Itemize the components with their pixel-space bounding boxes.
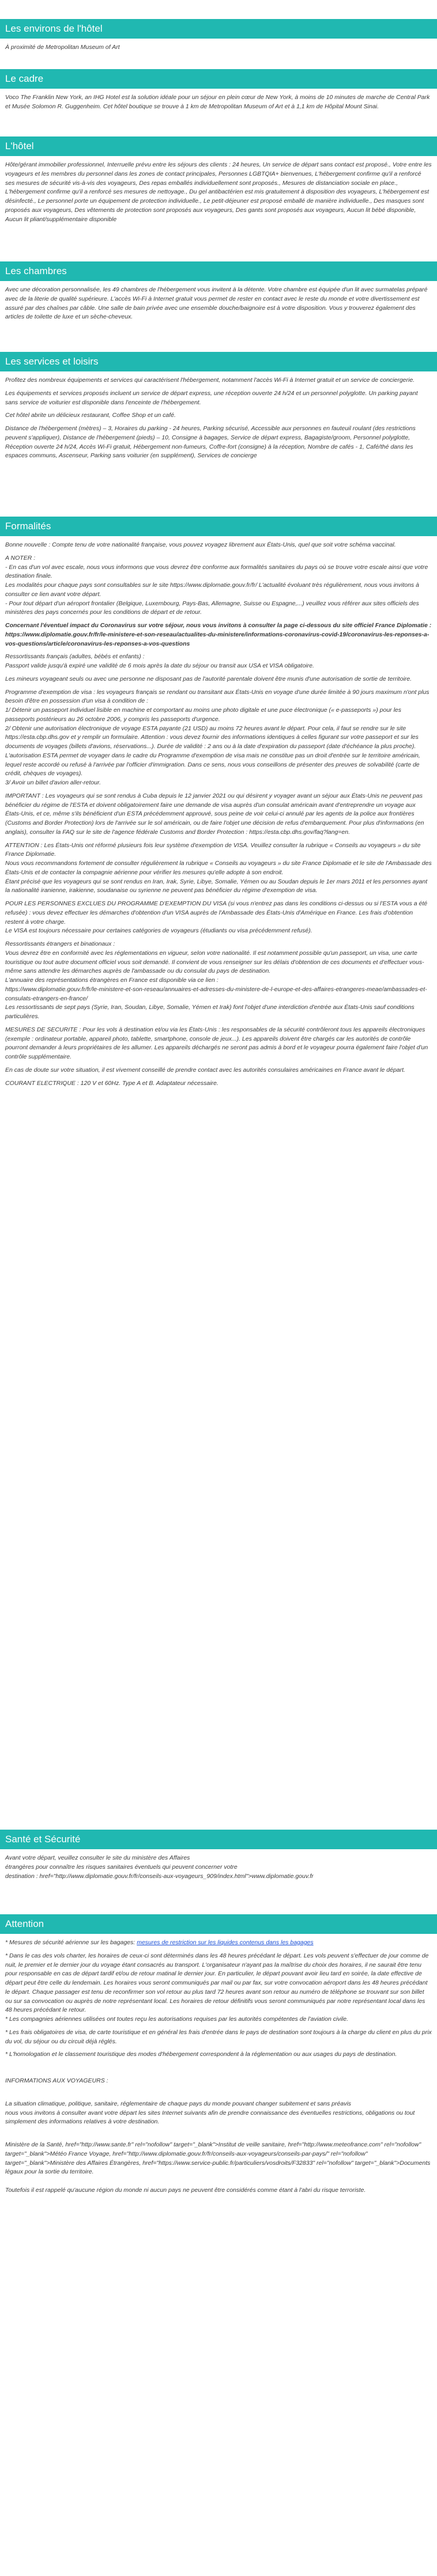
section-body [0, 1934, 437, 2195]
paragraph: ATTENTION : Les États-Unis ont réformé plusieurs fois leur système d'exemption de VISA. Veuillez consulter la rubrique « Conseils au voyageurs » du site France Diplomatie. Nous vous recommandons fortement de consulter régulièrement la rubrique « Conseils au voyageurs » du site France Diplomatie et le site de l'Ambassade des États-Unis et de contacter la compagnie aérienne pour vérifier les mesures qu'elle adopte à son endroit. Étant précisé que les voyageurs qui se sont rendus en Iran, Irak, Syrie, Libye, Somalie, Yémen ou au Soudan depuis le 1er mars 2011 et les personnes ayant la nationalité iranienne, irakienne, soudanaise ou syrienne ne peuvent pas bénéficier du régime d'exemption de visa. [5, 841, 432, 894]
paragraph: Hôte/gérant immobilier professionnel, Interruelle prévu entre les séjours des clients : 24 heures, Un service de départ sans contact est proposé., Votre entre les voyageurs et les membres du personnel dans les zones de contact principales, Personnes LGBTQIA+ bienvenues, L'hébergement confirme qu'il a renforcé ses mesures de sécurité vis-à-vis des voyageurs, Des repas emballés individuellement sont proposés., Mesures de distanciation sociale en place., L'hébergement confirme qu'il a renforcé ses mesures de nettoyage., Du gel antibactérien est mis gratuitement à disposition des voyageurs, L'hébergement est désinfecté., Le personnel porte un équipement de protection individuelle., Le petit-déjeuner est proposé emballé de manière individuelle., Des masques sont proposés aux voyageurs, Des vêtements de protection sont proposés aux voyageurs, Des gants sont proposés aux voyageurs, Aucun lit bébé disponible, Aucun lit pliant/supplémentaire disponible [5, 161, 434, 223]
section-sante [0, 1830, 437, 1885]
section-body [0, 281, 437, 322]
paragraph: Bonne nouvelle : Compte tenu de votre nationalité française, vous pouvez voyagez librement aux États-Unis, quel que soit votre schéma vaccinal. [5, 541, 396, 548]
section-body [0, 1849, 437, 1881]
paragraph-baggage [5, 1938, 432, 1948]
covid-notice: Concernant l'éventuel impact du Coronavirus sur votre séjour, nous vous invitons à consulter la page ci-dessous du site officiel France Diplomatie : https://www.diplomatie.gouv.fr/fr/le-ministere-et-son-reseau/actualites-du-ministere/informations-coronavirus-covid-19/coronavirus-les-reponses-a-vos-questions/article/coronavirus-les-reponses-a-vos-questions [5, 622, 434, 647]
section-title-text: Les environs de l'hôtel [5, 23, 103, 34]
section-formalites [0, 517, 437, 1092]
paragraph: À proximité de Metropolitan Museum of Art [5, 44, 120, 51]
section-title-attention [0, 1914, 437, 1934]
paragraph: En cas de doute sur votre situation, il est vivement conseillé de prendre contact avec les autorités consulaires américaines en France avant le départ. [5, 1066, 405, 1073]
paragraph-links: Ministère de la Santé, href="http://www.sante.fr" rel="nofollow" target="_blank">Institut de veille sanitaire, href="http://www.meteofrance.com" rel="nofollow" target="_blank">Météo France Voyage, href="http://www.diplomatie.gouv.fr/fr/conseils-aux-voyageurs/conseils-par-pays/" rel="nofollow" target="_blank">Ministère des Affaires Étrangères, href="https://www.service-public.fr/particuliers/vosdroits/F32833" rel="nofollow" target="_blank">Documents légaux pour la sortie du territoire. [5, 2141, 432, 2176]
baggage-prefix: * Mesures de sécurité aérienne sur les bagages: [5, 1939, 135, 1946]
section-title-formalites [0, 517, 437, 536]
paragraph: MESURES DE SECURITE : Pour les vols à destination et/ou via les États-Unis : les responsables de la sécurité contrôleront tous les appareils électroniques (exemple : ordinateur portable, appareil photo, tablette, smartphone, console de jeux...). Les appareils doivent être chargés car les autorités de contrôle pourront demander à leurs propriétaires de les allumer. Les appareils déchargés ne seront pas admis à bord et le voyageur pourra également faire l'objet d'un contrôle supplémentaire. [5, 1026, 430, 1060]
section-title-text: Formalités [5, 521, 51, 532]
paragraph: Toutefois il est rappelé qu'aucune région du monde ni aucun pays ne peuvent être considérés comme étant à l'abri du risque terroriste. [5, 2187, 366, 2194]
paragraph: Profitez des nombreux équipements et services qui caractérisent l'hébergement, notamment l'accès Wi-Fi à Internet gratuit et un service de conciergerie. [5, 377, 415, 384]
paragraph: Les équipements et services proposés incluent un service de départ express, une réception ouverte 24 h/24 et un personnel polyglotte. Un parking payant sans service de voiturier est disponible dans l'enceinte de l'hébergement. [5, 389, 420, 406]
section-title-chambres [0, 261, 437, 281]
paragraph: * Les frais obligatoires de visa, de carte touristique et en général les frais d'entrée dans le pays de destination sont toujours à la charge du client en plus du prix du vol, du séjour ou du circuit déjà réglés. [5, 2028, 434, 2045]
section-environs [0, 19, 437, 56]
section-title-text: Les chambres [5, 265, 67, 276]
paragraph: La situation climatique, politique, sanitaire, réglementaire de chaque pays du monde pouvant changer subitement et sans préavis nous vous invitons à consulter avant votre départ les sites Internet suivants afin de prendre connaissance des éventuelles restrictions, obligations ou tout simplement des informations relatives à votre destination. [5, 2100, 415, 2126]
paragraph: IMPORTANT : Les voyageurs qui se sont rendus à Cuba depuis le 12 janvier 2021 ou qui désirent y voyager avant un séjour aux États-Unis ne peuvent pas bénéficier du régime de l'ESTA et doivent obligatoirement faire une demande de visa auprès d'un consulat américain avant d'entreprendre un voyage aux États-Unis, et ce, même s'ils bénéficient d'un ESTA précédemment approuvé, sous peine de voir celui-ci annulé par les agents de la police aux frontières (Customs and Border Protection) lors de l'arrivée sur le sol américain, ou de faire l'objet une décision de refus d'embarquement. Pour plus d'informations (en anglais), consulter la FAQ sur le site de l'agence fédérale Customs and Border Protection : https://esta.cbp.dhs.gov/faq?lang=en. [5, 792, 426, 836]
paragraph: Distance de l'hébergement (mètres) – 3, Horaires du parking - 24 heures, Parking sécurisé, Accessible aux personnes en fauteuil roulant (des restrictions peuvent s'appliquer), Distance de l'hébergement (pieds) – 10, Consigne à bagages, Service de départ express, Bagagiste/groom, Personnel polyglotte, Réception ouverte 24 h/24, Accès Wi-Fi gratuit, Hébergement non-fumeurs, Coffre-fort (consigne) à la réception, Nombre de cafés - 1, Café/thé dans les espaces communs, Ascenseur, Parking sans voiturier (en supplément), Services de concierge [5, 425, 417, 460]
section-title-environs [0, 19, 437, 39]
section-hotel [0, 136, 437, 228]
paragraph: Cet hôtel abrite un délicieux restaurant, Coffee Shop et un café. [5, 412, 176, 419]
section-title-hotel [0, 136, 437, 156]
section-body [0, 536, 437, 1088]
section-title-text: Les services et loisirs [5, 356, 99, 367]
section-attention [0, 1914, 437, 2199]
section-title-cadre [0, 69, 437, 89]
paragraph-french-nationals: Ressortissants français (adultes, bébés et enfants) : Passport valide jusqu'à expiré une validité de 6 mois après la date du séjour ou transit aux USA et VISA obligatoire. [5, 653, 314, 669]
paragraph: Avec une décoration personnalisée, les 49 chambres de l'hébergement vous invitent à la détente. Votre chambre est équipée d'un lit avec surmatelas préparé avec de la literie de qualité supérieure. L'accès Wi-Fi à Internet gratuit vous permet de rester en contact avec le reste du monde et votre divertissement est assuré par des chaînes par câble. Une salle de bain privée avec une ensemble douche/baignoire est à votre disposition. Vous y trouverez également des articles de toilette de luxe et un sèche-cheveux. [5, 286, 430, 321]
section-title-text: Santé et Sécurité [5, 1834, 81, 1845]
section-cadre [0, 69, 437, 116]
section-chambres [0, 261, 437, 326]
baggage-liquids-link[interactable]: mesures de restriction sur les liquides contenus dans les bagages [137, 1939, 314, 1946]
section-body [0, 89, 437, 112]
section-body [0, 156, 437, 224]
paragraph: Programme d'exemption de visa : les voyageurs français se rendant ou transitant aux États-Unis en voyage d'une durée limitée à 90 jours maximum n'ont plus besoin d'être en possession d'un visa à condition de : 1/ Détenir un passeport individuel lisible en machine et comportant au moins une photo digitale et une puce électronique (« e-passeports ») pour les passeports postérieurs au 26 octobre 2006, y compris les passeports d'urgence. 2/ Obtenir une autorisation électronique de voyage ESTA payante (21 USD) au moins 72 heures avant le départ. Pour cela, il faut se rendre sur le site https://esta.cbp.dhs.gov et y remplir un formulaire. Attention : vous devez fournir des informations identiques à celles figurant sur votre passeport et sur les documents de voyages (billets d'avions, réservations...). Durée de validité : 2 ans ou à la date d'expiration du passeport (date d'échéance la plus proche). L'autorisation ESTA permet de voyager dans le cadre du Programme d'exemption de visa mais ne constitue pas un droit d'entrée sur le territoire américain, lequel reste accordé ou refusé à l'arrivée par l'officier d'immigration. Dans ce sens, nous vous conseillons de présenter des preuves de solvabilité (carte de crédit, chèques de voyages). 3/ Avoir un billet d'avion aller-retour. [5, 688, 430, 786]
paragraph: * Dans le cas des vols charter, les horaires de ceux-ci sont déterminés dans les 48 heures précédant le départ. Les vols peuvent s'effectuer de jour comme de nuit, le premier et le dernier jour du voyage étant consacrés au transport. L'organisateur n'ayant pas la maîtrise du choix des horaires, il ne saurait être tenu pour responsable en cas de départ tardif et/ou de retour matinal le dernier jour. En particulier, le départ pouvant avoir lieu tard en soirée, la date effective de départ peut être celle du lendemain. Les horaires vous seront communiqués par mail ou par fax, sur votre convocation aéroport dans les 48 heures précédant le départ. Chaque passager est tenu de reconfirmer son vol retour au plus tard 72 heures avant son retour au numéro de téléphone se trouvant sur son billet ou sur sa convocation ou auprès de notre représentant local. Les horaires de retour définitifs vous seront communiqués par notre représentant local dans les 48 heures précédant le retour. * Les compagnies aériennes utilisées ont toutes reçu les autorisations requises par les autorités compétentes de l'aviation civile. [5, 1952, 429, 2023]
paragraph-foreign-nationals: Ressortissants étrangers et binationaux : Vous devrez être en conformité avec les réglementations en vigueur, selon votre nationalité. Il est notamment possible qu'un passeport, un visa, une carte touristique ou tout autre document officiel vous soit demandé. Il convient de vous renseigner sur les délais d'obtention de ces documents et d'effectuer vous-même sans attendre les démarches auprès de l'ambassade ou du consulat du pays de destination. L'annuaire des représentations étrangères en France est disponible via ce lien : https://www.diplomatie.gouv.fr/fr/le-ministere-et-son-reseau/annuaires-et-adresses-du-ministere-de-l-europe-et-des-affaires-etrangeres-meae/ambassades-et-consulats-etrangers-en-france/ Les ressortissants de sept pays (Syrie, Iran, Soudan, Libye, Somalie, Yémen et Irak) font l'objet d'une interdiction d'entrée aux États-Unis sauf conditions particulières. [5, 940, 427, 1020]
paragraph: Avant votre départ, veuillez consulter le site du ministère des Affaires étrangères pour connaître les risques sanitaires éventuels qui peuvent concerner votre destination : href="http://www.diplomatie.gouv.fr/fr/conseils-aux-voyageurs_909/index.html">www.diplomatie.gouv.fr [5, 1854, 314, 1880]
paragraph: Les mineurs voyageant seuls ou avec une personne ne disposant pas de l'autorité parentale doivent être munis d'une autorisation de sortie de territoire. [5, 675, 412, 682]
paragraph: COURANT ELECTRIQUE : 120 V et 60Hz. Type A et B. Adaptateur nécessaire. [5, 1079, 218, 1087]
section-services [0, 352, 437, 465]
section-title-sante [0, 1830, 437, 1849]
paragraph: POUR LES PERSONNES EXCLUES DU PROGRAMME D'EXEMPTION DU VISA (si vous n'entrez pas dans les conditions ci-dessus ou si l'ESTA vous a été refusée) : vous devez effectuer les démarches d'obtention d'un VISA auprès de l'Ambassade des États-Unis d'Amérique en France. Les frais d'obtention restent à votre charge. Le VISA est toujours nécessaire pour certaines catégories de voyageurs (étudiants ou visa précédemment refusé). [5, 900, 428, 935]
section-body [0, 371, 437, 461]
paragraph: * L'homologation et le classement touristique des modes d'hébergement correspondent à la réglementation ou aux usages du pays de destination. [5, 2051, 397, 2058]
section-body [0, 39, 437, 52]
paragraph: Voco The Franklin New York, an IHG Hotel est la solution idéale pour un séjour en plein cœur de New York, à moins de 10 minutes de marche de Central Park et Musée Solomon R. Guggenheim. Cet hôtel boutique se trouve à 1 km de Metropolitan Museum of Art et à 1,1 km de Hôpital Mount Sinai. [5, 94, 432, 110]
paragraph-info-voyageurs: INFORMATIONS AUX VOYAGEURS : [5, 2077, 108, 2084]
section-title-text: Attention [5, 1918, 44, 1929]
paragraph: A NOTER : - En cas d'un vol avec escale, nous vous informons que vous devrez être conforme aux formalités sanitaires du pays où se trouve votre escale ainsi que votre destination finale. Les modalités pour chaque pays sont consultables sur le site https://www.diplomatie.gouv.fr/fr/ L'actualité évoluant très régulièrement, nous vous invitons à consulter ce lien avant votre départ. - Pour tout départ d'un aéroport frontalier (Belgique, Luxembourg, Pays-Bas, Allemagne, Suisse ou Espagne,...) veuillez vous référer aux sites officiels des ministères des pays concernés pour les conditions de départ et de retour. [5, 554, 428, 616]
section-title-services [0, 352, 437, 371]
section-title-text: Le cadre [5, 73, 44, 84]
section-title-text: L'hôtel [5, 141, 34, 151]
